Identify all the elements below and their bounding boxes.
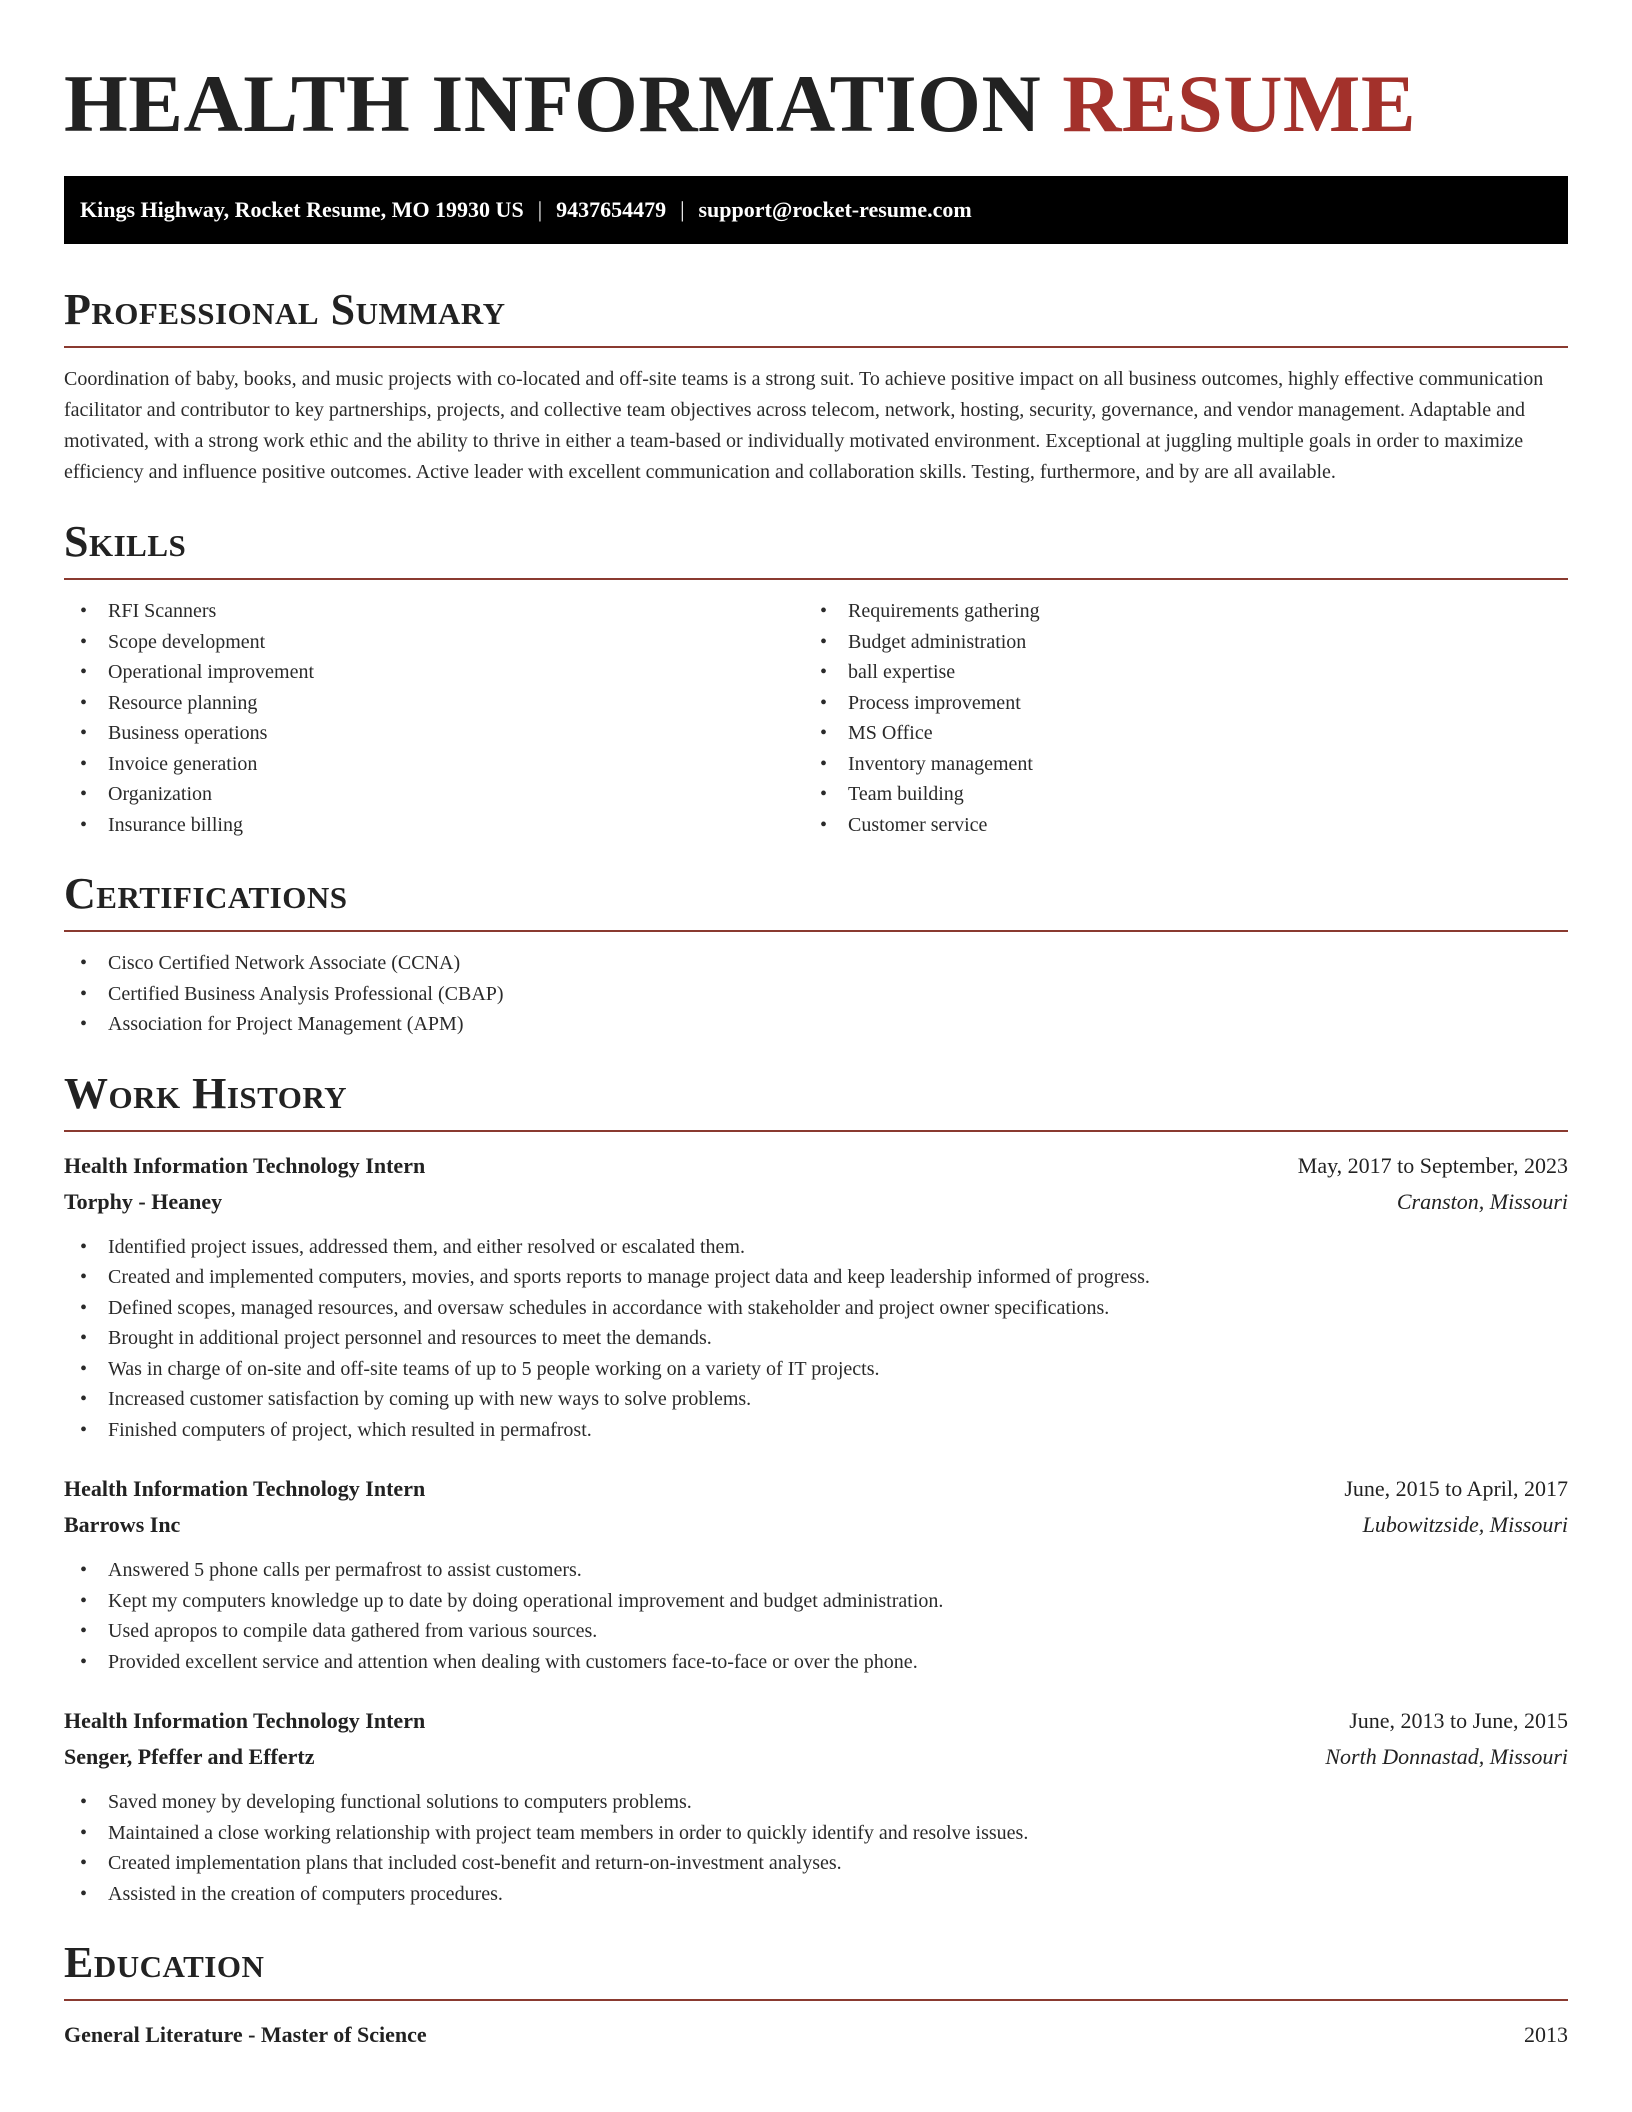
- resume-page: [64, 0, 1568, 2053]
- page-title: [64, 0, 1568, 150]
- job-dates: May, 2017 to September, 2023: [1297, 1152, 1568, 1178]
- skill-item: • Insurance billing: [64, 810, 804, 841]
- certification-item: • Cisco Certified Network Associate (CCNA): [64, 948, 1568, 979]
- skill-item: • Resource planning: [64, 688, 804, 719]
- job-bullet: • Identified project issues, addressed them, and either resolved or escalated them.: [64, 1232, 1568, 1263]
- job-entry: [64, 1471, 1568, 1677]
- job-bullet: • Saved money by developing functional solutions to computers problems.: [64, 1787, 1568, 1818]
- summary-text: Coordination of baby, books, and music projects with co-located and off-site teams is a strong suit. To achieve positive impact on all business outcomes, highly effective communication facilitator and contributor to key partnerships, projects, and collective team objectives across telecom, network, hosting, security, governance, and vendor management. Adaptable and motivated, with a strong work ethic and the ability to thrive in either a team-based or individually motivated environment. Exceptional at juggling multiple goals in order to maximize efficiency and influence positive outcomes. Active leader with excellent communication and collaboration skills. Testing, furthermore, and by are all available.: [64, 368, 1544, 483]
- skill-item: • Budget administration: [804, 627, 1544, 658]
- job-bullets: [64, 1787, 1568, 1909]
- job-entry: [64, 1148, 1568, 1446]
- section-divider: [64, 1999, 1568, 2001]
- education-entry: [64, 2017, 1568, 2053]
- job-header-row: [64, 1148, 1568, 1184]
- job-bullet: • Maintained a close working relationship with project team members in order to quickly identify and resolve issues.: [64, 1818, 1568, 1849]
- job-location: North Donnastad, Missouri: [1325, 1744, 1568, 1769]
- skill-item: • Operational improvement: [64, 657, 804, 688]
- job-bullet: • Kept my computers knowledge up to date by doing operational improvement and budget administration.: [64, 1586, 1568, 1617]
- work-history-section: [64, 1068, 1568, 1910]
- job-employer: Senger, Pfeffer and Effertz: [64, 1744, 315, 1769]
- skill-item: • Process improvement: [804, 688, 1544, 719]
- job-employer-row: [64, 1507, 1568, 1543]
- job-location: Lubowitzside, Missouri: [1362, 1512, 1568, 1537]
- section-heading-summary: Professional Summary: [64, 285, 506, 334]
- education-degree: General Literature - Master of Science: [64, 2022, 427, 2047]
- job-bullet: • Provided excellent service and attention when dealing with customers face-to-face or over the phone.: [64, 1647, 1568, 1678]
- summary-section: [64, 284, 1568, 488]
- job-header-row: [64, 1471, 1568, 1507]
- job-dates: June, 2015 to April, 2017: [1344, 1476, 1568, 1501]
- contact-bar: [64, 176, 1568, 244]
- job-entry: [64, 1703, 1568, 1909]
- section-divider: [64, 578, 1568, 580]
- skills-section: [64, 516, 1568, 840]
- section-heading-certifications: Certifications: [64, 869, 348, 918]
- certifications-list: [64, 948, 1568, 1040]
- contact-email: support@rocket-resume.com: [698, 197, 972, 222]
- job-bullets: [64, 1555, 1568, 1677]
- skill-item: • Invoice generation: [64, 749, 804, 780]
- skill-item: • Requirements gathering: [804, 596, 1544, 627]
- job-employer-row: [64, 1739, 1568, 1775]
- job-dates: June, 2013 to June, 2015: [1349, 1708, 1568, 1733]
- job-employer-row: [64, 1184, 1568, 1220]
- job-bullet: • Assisted in the creation of computers procedures.: [64, 1879, 1568, 1910]
- certification-item: • Association for Project Management (APM): [64, 1009, 1568, 1040]
- job-bullet: • Created implementation plans that included cost-benefit and return-on-investment analyses.: [64, 1848, 1568, 1879]
- title-main: HEALTH INFORMATION: [64, 58, 1042, 149]
- section-heading-work-history: Work History: [64, 1068, 348, 1118]
- certifications-section: [64, 868, 1568, 1040]
- job-location: Cranston, Missouri: [1396, 1188, 1568, 1214]
- job-employer: Barrows Inc: [64, 1512, 181, 1537]
- skill-item: • Customer service: [804, 810, 1544, 841]
- job-bullet: • Created and implemented computers, movies, and sports reports to manage project data and keep leadership informed of progress.: [64, 1262, 1568, 1293]
- skill-item: • Scope development: [64, 627, 804, 658]
- section-divider: [64, 930, 1568, 932]
- skill-item: • RFI Scanners: [64, 596, 804, 627]
- job-bullet: • Answered 5 phone calls per permafrost to assist customers.: [64, 1555, 1568, 1586]
- contact-separator: |: [537, 197, 543, 222]
- section-divider: [64, 1130, 1568, 1132]
- job-bullet: • Used apropos to compile data gathered from various sources.: [64, 1616, 1568, 1647]
- section-divider: [64, 346, 1568, 348]
- job-employer: Torphy - Heaney: [64, 1188, 223, 1214]
- job-bullet: • Was in charge of on-site and off-site teams of up to 5 people working on a variety of IT projects.: [64, 1354, 1568, 1385]
- job-title: Health Information Technology Intern: [64, 1152, 426, 1178]
- job-title: Health Information Technology Intern: [64, 1476, 426, 1501]
- skill-item: • Inventory management: [804, 749, 1544, 780]
- job-title: Health Information Technology Intern: [64, 1708, 426, 1733]
- education-year: 2013: [1524, 2022, 1568, 2047]
- job-bullet: • Finished computers of project, which resulted in permafrost.: [64, 1415, 1568, 1446]
- section-heading-education: Education: [64, 1938, 265, 1987]
- section-heading-skills: Skills: [64, 517, 187, 566]
- certification-item: • Certified Business Analysis Professional (CBAP): [64, 979, 1568, 1010]
- job-bullet: • Increased customer satisfaction by coming up with new ways to solve problems.: [64, 1384, 1568, 1415]
- education-section: [64, 1937, 1568, 2053]
- skill-item: • Organization: [64, 779, 804, 810]
- skills-list-left: [64, 596, 804, 840]
- job-bullets: [64, 1232, 1568, 1446]
- title-accent: RESUME: [1062, 58, 1417, 149]
- contact-address: Kings Highway, Rocket Resume, MO 19930 US: [80, 197, 524, 222]
- skill-item: • Team building: [804, 779, 1544, 810]
- skills-list-right: [804, 596, 1544, 840]
- contact-phone: 9437654479: [556, 197, 667, 222]
- job-bullet: • Brought in additional project personnel and resources to meet the demands.: [64, 1323, 1568, 1354]
- skill-item: • ball expertise: [804, 657, 1544, 688]
- contact-separator: |: [680, 197, 685, 222]
- job-header-row: [64, 1703, 1568, 1739]
- job-bullet: • Defined scopes, managed resources, and oversaw schedules in accordance with stakeholder and project owner specifications.: [64, 1293, 1568, 1324]
- skill-item: • MS Office: [804, 718, 1544, 749]
- skill-item: • Business operations: [64, 718, 804, 749]
- skills-grid: [64, 596, 1568, 840]
